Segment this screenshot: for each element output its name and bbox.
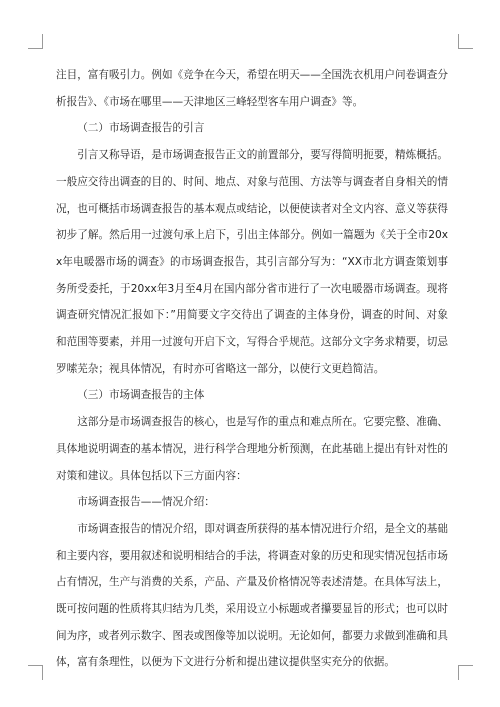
subheading-situation: 市场调查报告——情况介绍： xyxy=(77,496,215,509)
section-heading-main-body: （三）市场调查报告的主体 xyxy=(77,389,205,402)
crop-mark-bottom-right xyxy=(458,665,473,680)
crop-mark-top-left xyxy=(28,34,43,49)
document-body xyxy=(56,62,448,676)
section-heading-introduction: （二）市场调查报告的引言 xyxy=(77,122,205,135)
paragraph-title-examples: 注目，富有吸引力。例如《竞争在今天，希望在明天——全国洗衣机用户问卷调查分析报告》、《市场在哪里——天津地区三峰轻型客车用户调查》等。 xyxy=(56,69,448,108)
paragraph-main-body: 这部分是市场调查报告的核心，也是写作的重点和难点所在。它要完整、准确、具体地说明调查的基本情况，进行科学合理地分析预测，在此基础上提出有针对性的对策和建议。具体包括以下三方面内容： xyxy=(56,416,448,482)
crop-mark-top-right xyxy=(458,34,473,49)
crop-mark-bottom-left xyxy=(28,665,43,680)
paragraph-situation: 市场调查报告的情况介绍，即对调查所获得的基本情况进行介绍，是全文的基础和主要内容，要用叙述和说明相结合的手法，将调查对象的历史和现实情况包括市场占有情况，生产与消费的关系，产品、产量及价格情况等表述清楚。在具体写法上，既可按问题的性质将其归结为几类，采用设立小标题或者攥要显旨的形式；也可以时间为序，或者列示数字、图表或图像等加以说明。无论如何，都要力求做到准确和具体，富有条理性，以便为下文进行分析和提出建议提供坚实充分的依据。 xyxy=(56,522,448,669)
paragraph-introduction: 引言又称导语，是市场调查报告正文的前置部分，要写得简明扼要，精炼概括。一般应交待出调查的目的、时间、地点、对象与范围、方法等与调查者自身相关的情况，也可概括市场调查报告的基本观点或结论，以便使读者对全文内容、意义等获得初步了解。然后用一过渡句承上启下，引出主体部分。例如一篇题为《关于全市20xx年电暖器市场的调查》的市场调查报告，其引言部分写为：“XX市北方调查策划事务所受委托，于20xx年3月至4月在国内部分省市进行了一次电暖器市场调查。现将调查研究情况汇报如下：”用简要文字交待出了调查的主体身份，调查的时间、对象和范围等要素，并用一过渡句开启下文，写得合乎规范。这部分文字务求精要，切忌罗嗦芜杂；视具体情况，有时亦可省略这一部分，以使行文更趋简洁。 xyxy=(56,149,448,375)
